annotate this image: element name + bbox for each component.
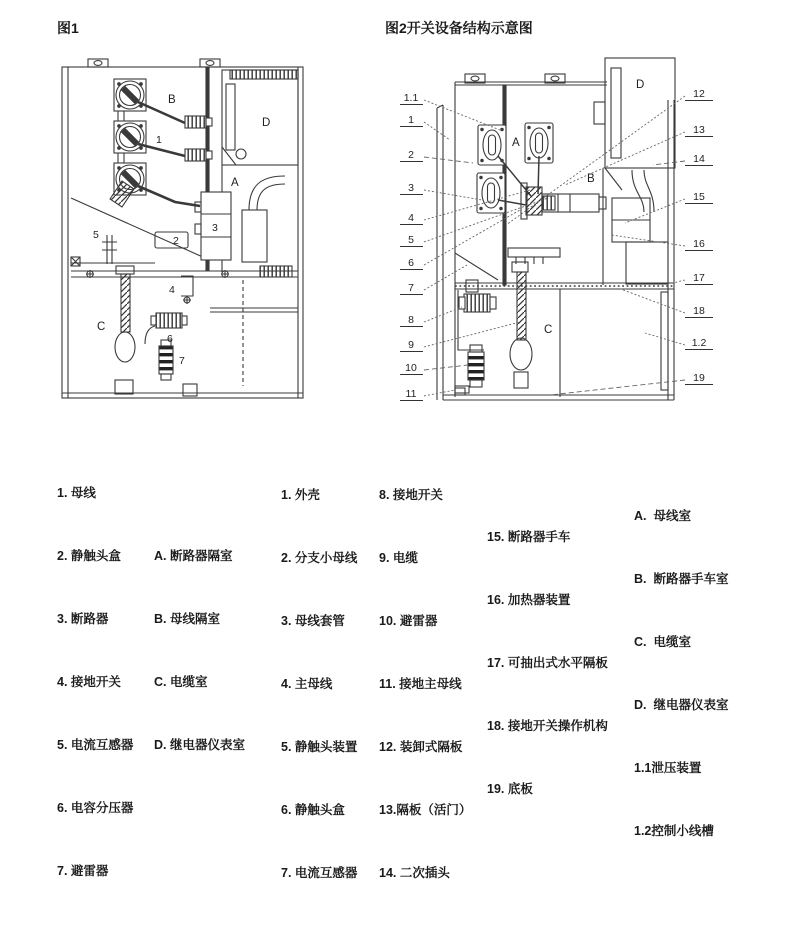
callout-label: 1 [408, 114, 414, 126]
legend-item: D. 继电器仪表室 [154, 738, 245, 752]
legend-item: 4. 接地开关 [57, 675, 121, 689]
legend-item: 13.隔板（活门） [379, 803, 472, 817]
legend-item: 7. 避雷器 [57, 864, 109, 878]
callout-label: 16 [693, 238, 705, 250]
fig1-label-3: 3 [212, 222, 218, 234]
callout-label: 15 [693, 191, 705, 203]
legend-item: 5. 电流互感器 [57, 738, 134, 752]
fig1-label-D: D [262, 117, 271, 129]
legend-item: 4. 主母线 [281, 677, 333, 691]
callout-label: 17 [693, 272, 705, 284]
legend-item: 12. 装卸式隔板 [379, 740, 463, 754]
fig2-label-C: C [544, 324, 553, 336]
fig1-label-C: C [97, 321, 106, 333]
legend-fig2-col1 [281, 443, 357, 926]
legend-item: 15. 断路器手车 [487, 530, 571, 544]
legend-item: 1.2控制小线槽 [634, 824, 714, 838]
legend-item: A. 断路器隔室 [154, 549, 233, 563]
callout-label: 5 [408, 234, 414, 246]
fig2-leader-lines [424, 96, 685, 396]
fig1-label-2: 2 [173, 235, 179, 247]
fig1-drawing [55, 52, 310, 404]
fig1-label-4: 4 [169, 284, 175, 296]
legend-item: 14. 二次插头 [379, 866, 450, 880]
legend-item: 6. 静触头盒 [281, 803, 345, 817]
legend-item: D. 继电器仪表室 [634, 698, 729, 712]
callout-label: 14 [693, 153, 705, 165]
callout-label: 3 [408, 182, 414, 194]
legend-item: 16. 加热器装置 [487, 593, 571, 607]
legend-item: 18. 接地开关操作机构 [487, 719, 608, 733]
callout-label: 19 [693, 372, 705, 384]
legend-fig2-col2 [379, 443, 471, 926]
fig2-callouts-left [400, 92, 423, 401]
fig2-cabinet [437, 58, 675, 400]
fig1-label-B: B [168, 94, 176, 106]
callout-label: 2 [408, 149, 414, 161]
legend-item: 1. 外壳 [281, 488, 320, 502]
legend-fig2-col4 [634, 464, 728, 884]
legend-item: 8. 接地开关 [379, 488, 443, 502]
legend-item: 2. 分支小母线 [281, 551, 358, 565]
fig2-cable-compartment [455, 262, 532, 393]
fig2-bushings [477, 123, 606, 264]
legend-item: 17. 可抽出式水平隔板 [487, 656, 608, 670]
callout-label: 12 [693, 88, 705, 100]
callout-label: 8 [408, 314, 414, 326]
legend-fig1-rooms [154, 504, 245, 798]
fig1-label-A: A [231, 177, 239, 189]
legend-item: B. 断路器手车室 [634, 572, 729, 586]
legend-item: 1.1泄压装置 [634, 761, 702, 775]
callout-label: 11 [405, 388, 417, 400]
legend-fig2-col3 [487, 485, 608, 842]
fig2-drawing [398, 48, 718, 428]
fig1-title: 图1 [57, 20, 79, 36]
legend-item: 6. 电容分压器 [57, 801, 134, 815]
callout-label: 18 [693, 305, 705, 317]
legend-item: 3. 母线套管 [281, 614, 345, 628]
callout-label: 9 [408, 339, 414, 351]
legend-item: 7. 电流互感器 [281, 866, 358, 880]
fig1-label-6: 6 [167, 333, 173, 345]
fig1-label-5: 5 [93, 229, 99, 241]
callout-label: 13 [693, 124, 705, 136]
fig1-label-1: 1 [156, 134, 162, 146]
legend-item: B. 母线隔室 [154, 612, 220, 626]
fig1-label-7: 7 [179, 355, 185, 367]
callout-label: 4 [408, 212, 414, 224]
legend-item: 11. 接地主母线 [379, 677, 462, 691]
legend-item: A. 母线室 [634, 509, 691, 523]
fig2-title: 图2开关设备结构示意图 [385, 20, 533, 36]
legend-item: 9. 电缆 [379, 551, 418, 565]
legend-item: 10. 避雷器 [379, 614, 438, 628]
fig2-callouts-right [685, 88, 713, 385]
callout-label: 10 [405, 362, 417, 374]
fig2-label-D: D [636, 79, 645, 91]
legend-item: 2. 静触头盒 [57, 549, 121, 563]
fig1-cable-compartment [71, 235, 197, 396]
legend-item: C. 电缆室 [154, 675, 208, 689]
fig2-label-B: B [587, 173, 595, 185]
callout-label: 6 [408, 257, 414, 269]
callout-label: 7 [408, 282, 414, 294]
legend-item: 1. 母线 [57, 486, 96, 500]
legend-item: 3. 断路器 [57, 612, 109, 626]
legend-fig1-items [57, 441, 133, 924]
legend-item: 19. 底板 [487, 782, 533, 796]
legend-item: C. 电缆室 [634, 635, 691, 649]
legend-item: 5. 静触头装置 [281, 740, 358, 754]
callout-label: 1.1 [403, 92, 419, 104]
fig2-label-A: A [512, 137, 520, 149]
callout-label: 1.2 [691, 337, 707, 349]
